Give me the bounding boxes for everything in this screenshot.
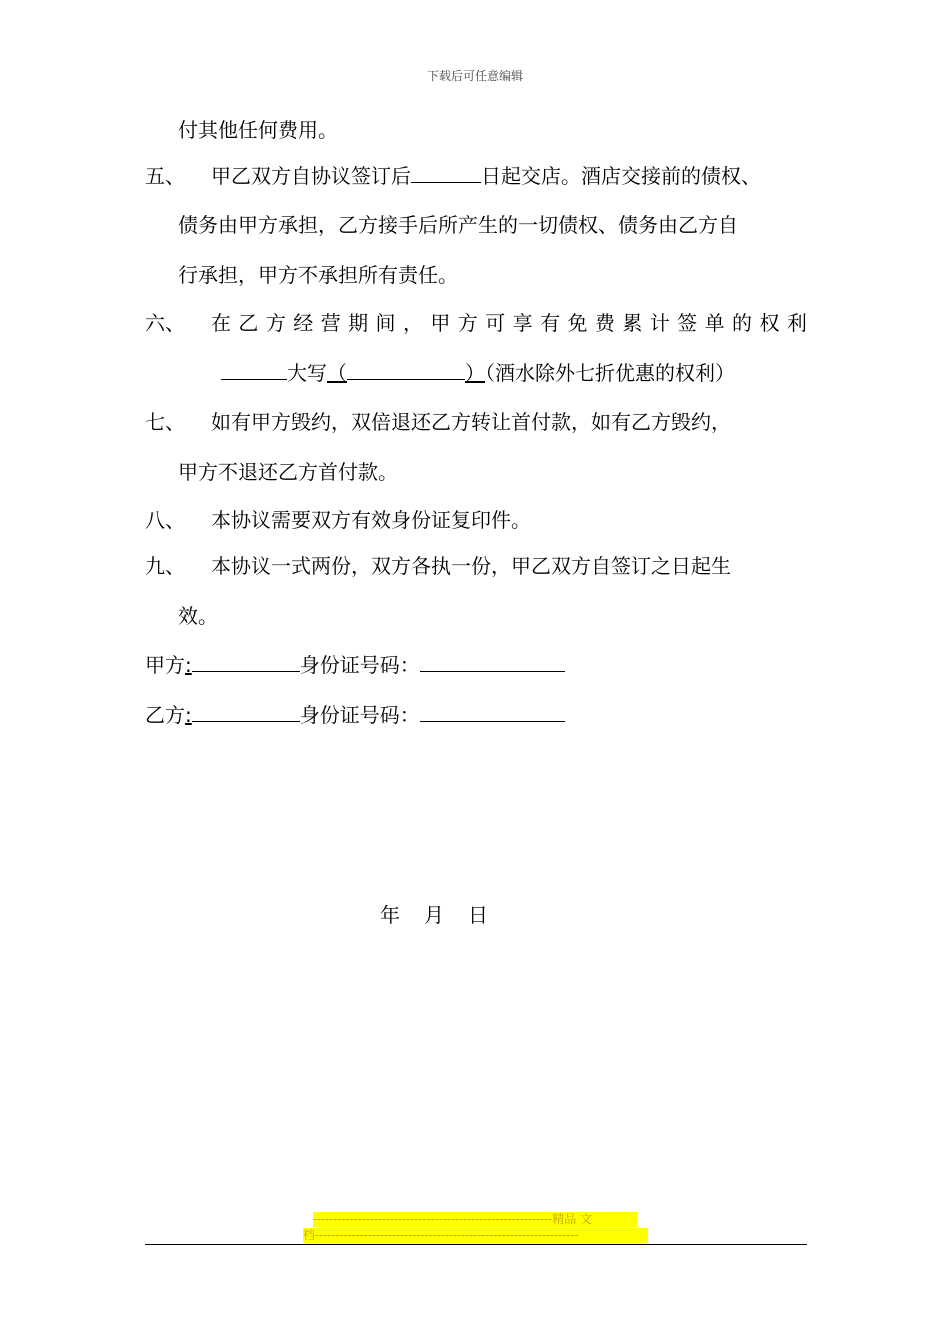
clause-6-char: 计 [649,311,670,335]
clause-9-line-1 [145,553,731,579]
blank-capital-amount[interactable] [347,359,465,380]
footer-highlight-line-2: 档----------------------------------------------------------------- [303,1228,648,1243]
clause-6-char: 间 [375,311,396,335]
open-paren: （ [327,361,347,385]
clause-8-line-1 [145,507,531,533]
clause-6-char: 累 [622,311,643,335]
clause-6-line-2 [221,359,735,386]
day-label: 日 [468,903,488,927]
clause-6-number: 六、 [145,311,185,335]
party-b-name-field[interactable] [192,701,300,722]
clause-7-line-1 [145,409,731,435]
clause-6-char: 免 [567,311,588,335]
party-a-id-label: 身份证号码： [299,653,420,677]
blank-date[interactable] [411,162,481,183]
party-b-label: 乙方 [145,703,185,727]
party-a-id-field[interactable] [420,651,565,672]
clause-6-char: ， [402,311,423,335]
clause-6-char: 期 [348,311,369,335]
party-b-id-field[interactable] [420,701,565,722]
clause-9-number: 九、 [145,554,185,578]
clause-9-text: 本协议一式两份，双方各执一份，甲乙双方自签订之日起生 [211,554,731,578]
month-label: 月 [424,903,444,927]
clause-5-line-3: 行承担，甲方不承担所有责任。 [178,263,458,287]
clause-5-line-1 [145,162,761,189]
footer-highlight-line-1: -----------------------------------------------------------精品 文 [313,1212,637,1227]
party-a-colon: : [185,653,192,677]
clause-6-char: 乙 [238,311,259,335]
clause-5-text-b: 日起交店。酒店交接前的债权、 [481,164,761,188]
blank-amount[interactable] [221,359,287,380]
clause-6-char: 单 [704,311,725,335]
clause-4-tail: 付其他任何费用。 [178,118,338,142]
party-b-signature-row [145,701,565,728]
clause-7-text: 如有甲方毁约，双倍退还乙方转让首付款，如有乙方毁约， [211,410,731,434]
clause-6-char: 的 [732,311,753,335]
page-header: 下载后可任意编辑 [426,69,523,83]
party-b-colon: : [185,703,192,727]
clause-6-char: 利 [786,311,807,335]
clause-5-line-2: 债务由甲方承担，乙方接手后所产生的一切债权、债务由乙方自 [178,213,738,237]
date-row [380,899,512,928]
clause-6-char: 方 [265,311,286,335]
clause-5-text-a: 甲乙双方自协议签订后 [211,164,411,188]
clause-8-text: 本协议需要双方有效身份证复印件。 [211,508,531,532]
clause-6-char: 在 [211,311,231,335]
clause-6-char: 享 [512,311,533,335]
clause-6-line-1 [211,310,807,336]
clause-6-char: 权 [759,311,780,335]
clause-9-line-2: 效。 [178,604,218,628]
clause-6-note: （酒水除外七折优惠的权利） [485,361,735,385]
clause-5-number: 五、 [145,164,185,188]
party-a-label: 甲方 [145,653,185,677]
clause-6-char: 方 [457,311,478,335]
clause-6-char: 经 [293,311,314,335]
clause-8-number: 八、 [145,508,185,532]
party-b-id-label: 身份证号码： [299,703,420,727]
clause-6-char: 甲 [430,311,451,335]
year-label: 年 [380,903,400,927]
party-a-signature-row [145,651,565,678]
clause-6-char: 签 [677,311,698,335]
party-a-name-field[interactable] [192,651,300,672]
close-paren: ） [465,361,485,385]
clause-6-char: 可 [485,311,506,335]
clause-6-char: 费 [594,311,615,335]
capital-label: 大写 [287,361,327,385]
footer-rule [145,1244,807,1245]
clause-7-number: 七、 [145,410,185,434]
clause-6-char: 营 [320,311,341,335]
clause-7-line-2: 甲方不退还乙方首付款。 [178,460,398,484]
clause-6-char: 有 [540,311,561,335]
